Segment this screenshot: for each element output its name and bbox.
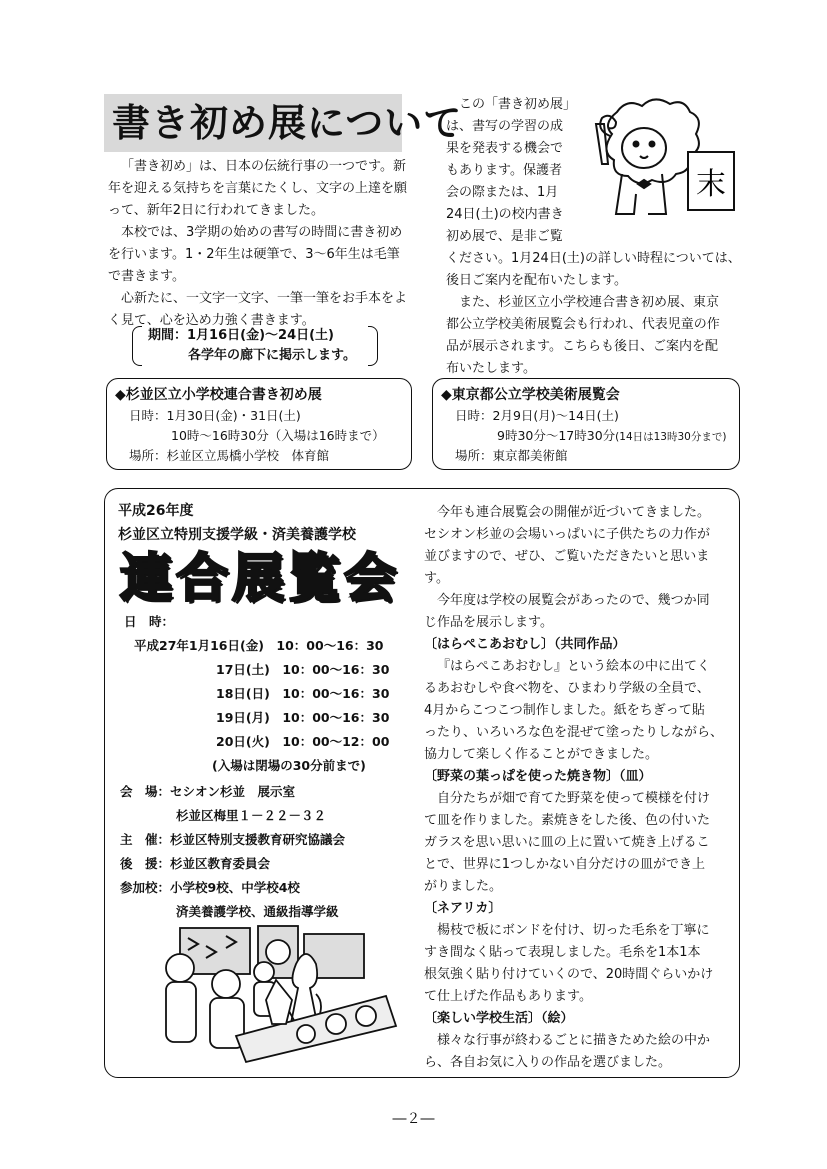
sheep-sign-text: 末 <box>696 167 726 202</box>
text-line: 協力して楽しく作ることができました。 <box>424 747 659 762</box>
event-time <box>497 426 726 447</box>
text-line: は、書写の学習の成 <box>446 119 564 134</box>
exhibition-illustration <box>136 924 398 1066</box>
text-line: て仕上げた作品もあります。 <box>424 989 592 1004</box>
text-line: 楊枝で板にボンドを付け、切った毛糸を丁寧に <box>437 923 710 938</box>
rengo-venue: 会 場：セシオン杉並 展示室 <box>120 784 296 799</box>
text-line: ガラスを思い思いに皿の上に置いて焼き上げるこ <box>424 835 710 850</box>
event-title: ◆杉並区立小学校連合書き初め展 <box>115 387 322 403</box>
event-box-kakizome <box>106 378 412 470</box>
rengo-date-5: 20日(火) 10：00～12：00 <box>216 734 390 749</box>
event-box-art <box>432 378 740 470</box>
rengo-description <box>424 502 728 1074</box>
text-line: 都公立学校美術展覧会も行われ、代表児童の作 <box>446 317 720 332</box>
event-date: 日時：2月9日(月)～14日(土) <box>455 408 619 423</box>
section-heading: 〔野菜の葉っぱを使った焼き物〕（皿） <box>424 769 652 784</box>
event-date: 日時：1月30日(金)・31日(土) <box>129 408 301 423</box>
rengo-date-1: 平成27年1月16日(金) 10：00～16：30 <box>134 638 384 653</box>
kakizome-paragraph-1: 「書き初め」は、日本の伝統行事の一つです。新年を迎える気持ちを言葉にたくし、文字の上達を願って、新年2日に行われてきました。 <box>108 159 408 218</box>
rengo-support: 後 援：杉並区教育委員会 <box>120 856 271 871</box>
text-line: 24日(土)の校内書き <box>446 207 564 222</box>
text-line: とで、世界に1つしかない自分だけの皿ができ上 <box>424 857 706 872</box>
text-line: ったり、いろいろな色を混ぜて塗ったりしながら、 <box>424 725 724 740</box>
text-line: 今年も連合展覧会の開催が近づいてきました。 <box>437 505 711 520</box>
rengo-host: 主 催：杉並区特別支援教育研究協議会 <box>120 832 346 847</box>
rengo-date-4: 19日(月) 10：00～16：30 <box>216 710 390 725</box>
section-heading: 〔楽しい学校生活〕（絵） <box>424 1011 574 1026</box>
text-line: ら、各自お気に入りの作品を選びました。 <box>424 1055 672 1070</box>
rengo-year: 平成26年度 <box>118 503 194 519</box>
period-line-1: 期間：1月16日(金)～24日(土) <box>148 328 334 343</box>
text-line: すき間なく貼って表現しました。毛糸を1本1本 <box>424 945 701 960</box>
text-line: ください。1月24日(土)の詳しい時程については、 <box>446 251 741 266</box>
section-heading: 〔ネアリカ〕 <box>424 901 502 916</box>
rengo-title: 連合展覧会 <box>120 549 401 609</box>
rengo-entry-note: (入場は閉場の30分前まで) <box>212 758 366 773</box>
text-line: 後日ご案内を配布いたします。 <box>446 273 627 288</box>
period-line-2: 各学年の廊下に掲示します。 <box>188 348 356 363</box>
text-line: るあおむしや食べ物を、ひまわり学級の全員で、 <box>424 681 710 696</box>
text-line: 今年度は学校の展覧会があったので、幾つか同 <box>437 593 710 608</box>
text-line: 様々な行事が終わるごとに描きためた絵の中か <box>437 1033 711 1048</box>
text-line: この「書き初め展」 <box>459 97 577 112</box>
rengo-org: 杉並区立特別支援学級・済美養護学校 <box>118 527 356 543</box>
rengo-address: 杉並区梅里１－２２－３２ <box>176 808 327 823</box>
kakizome-paragraph-2: 本校では、3学期の始めの書写の時間に書き初めを行います。1・2年生は硬筆で、3～6年生は毛筆で書きます。 <box>108 225 403 284</box>
rengo-date-2: 17日(土) 10：00～16：30 <box>216 662 390 677</box>
text-line: 品が展示されます。こちらも後日、ご案内を配 <box>446 339 718 354</box>
sheep-illustration <box>592 94 740 234</box>
rengo-participants: 参加校：小学校9校、中学校4校 <box>120 880 300 895</box>
text-line: て皿を作りました。素焼きをした後、色の付いた <box>424 813 711 828</box>
event-time-note: (14日は13時30分まで) <box>615 431 727 443</box>
text-line: 『はらぺこあおむし』という絵本の中に出てく <box>437 659 711 674</box>
text-line: じ作品を展示します。 <box>424 615 553 630</box>
kakizome-intro <box>108 156 408 332</box>
kakizome-paragraph-3: 心新たに、一文字一文字、一筆一筆をお手本をよく見て、心を込め力強く書きます。 <box>108 291 408 328</box>
page-number: ―２― <box>392 1111 435 1127</box>
page-title: 書き初め展について <box>104 94 402 152</box>
event-title: ◆東京都公立学校美術展覧会 <box>441 387 620 403</box>
text-line: セシオン杉並の会場いっぱいに子供たちの力作が <box>424 527 711 542</box>
text-line: もあります。保護者 <box>446 163 562 178</box>
period-bracket <box>132 326 378 366</box>
section-heading: 〔はらぺこあおむし〕（共同作品） <box>424 637 626 652</box>
rengo-date-3: 18日(日) 10：00～16：30 <box>216 686 390 701</box>
text-line: 4月からこつこつ制作しました。紙をちぎって貼 <box>424 703 705 718</box>
rengo-date-label: 日 時： <box>124 614 175 629</box>
event-place: 場所：東京都美術館 <box>455 448 568 463</box>
event-time-main: 9時30分～17時30分 <box>497 428 616 443</box>
text-line: 会の際または、1月 <box>446 185 559 200</box>
text-line: また、杉並区立小学校連合書き初め展、東京 <box>459 295 720 310</box>
text-line: 初め展で、是非ご覧 <box>446 229 563 244</box>
text-line: がりました。 <box>424 879 503 894</box>
text-line: す。 <box>424 571 449 586</box>
event-place: 場所：杉並区立馬橋小学校 体育館 <box>129 448 330 463</box>
text-line: 自分たちが畑で育てた野菜を使って模様を付け <box>437 791 711 806</box>
text-line: 果を発表する機会で <box>446 141 564 156</box>
text-line: 並びますので、ぜひ、ご覧いただきたいと思いま <box>424 549 710 564</box>
text-line: 布いたします。 <box>446 361 536 376</box>
text-line: 根気強く貼り付けていくので、20時間ぐらいかけ <box>424 967 714 982</box>
event-time: 10時～16時30分（入場は16時まで） <box>171 428 385 443</box>
rengo-participants-2: 済美養護学校、通級指導学級 <box>176 904 339 919</box>
